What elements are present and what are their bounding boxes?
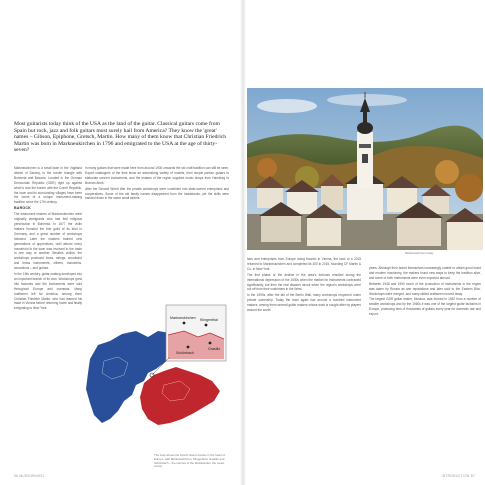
section-heading: BAROCK: [14, 206, 31, 211]
right-col2-paragraph: The largest GDR guitar maker, Musima, was formed in 1952 from a number of smaller workshops and by the 1960s it was one of the largest guitar factories in Europe, producing tens of thousands of guitars every year for domestic use and export.: [369, 297, 481, 317]
right-col2-paragraph: Between 1948 and 1990 much of the production of instruments in the region was taken by Russia as war reparations and later sold to the Eastern Bloc. Workshops were merged, and many skilled craftsmen moved away.: [369, 281, 481, 296]
markneukirchen-dot: [183, 322, 186, 325]
town-photo: [247, 88, 483, 250]
schonbach-label: Schönbach: [176, 351, 194, 355]
graslitz-dot: [209, 342, 212, 345]
right-col1-paragraph: fairs and enterprises from Europe doing flourish in Vienna, the land of a 2015 returned to Markneukirchen and completed its 300 in 2015, founding CF Martin & Co. in New York.: [247, 257, 361, 271]
graslitz-label: Graslitz: [208, 347, 221, 351]
left-page: [0, 0, 241, 485]
region-map: [84, 301, 229, 455]
right-page: [245, 0, 485, 485]
left-col1-paragraph: Markneukirchen is a small town in the Vogtland district of Saxony, in the border triangle with Bohemia and Bavaria. Located in the German Democratic Republic (GDR) right up against what is now the border with the Czech Republic, the town and its surrounding villages have been the home of a unique instrument-making tradition since the 17th century.: [14, 166, 82, 205]
photo-caption: Markneukirchen today: [405, 251, 434, 255]
left-col2-paragraph: After the Second World War the private workshops were combined into state-owned enterprises and cooperatives. Some of the old family names disappeared from the headstocks, yet the skills were handed down in the same small streets.: [85, 186, 229, 201]
right-column-2: [369, 266, 481, 469]
intro-paragraph: Most guitarists today think of the USA as the land of the guitar. Classical guitars come from Spain but rock, jazz and folk guitars most surely hail from America? They know the 'great' names – Gibson, Epiphone, Gretsch, Martin. How many of them know that Christian Friedrich Martin was born in Markneukirchen in 1796 and emigrated to the USA at the age of thirty-seven?: [14, 121, 227, 154]
left-col2-paragraph: In many guitars that were made here from around 1900 onwards the old craft tradition can still be seen. Export catalogues of the time show an astonishing variety of models, from simple parlour guitars to elaborate concert instruments, and the makers of the region supplied music shops from Hamburg to Buenos Aires.: [85, 166, 229, 185]
left-col1-paragraph: In the 19th century, guitar making developed into an important branch of its own. Workshops grew into factories and the instruments were sold throughout Europe and overseas. Many craftsmen left for America, among them Christian Friedrich Martin, who had learned his trade in Vienna before returning home and finally emigrating to New York.: [14, 272, 82, 311]
right-col1-paragraph: The first phase of the decline in the area's fortunes resulted during the international depression of the 1930s when the market for instruments contracted significantly, but then the real disaster struck when the region's workshops were cut off from their customers in the West.: [247, 272, 361, 292]
right-column-1: [247, 257, 361, 469]
left-col1-paragraph: The instrument makers of Markneukirchen were originally immigrants who had fled religious persecution in Bohemia. In 1677 the violin makers founded the first guild of its kind in Germany, and a great number of workshops followed. Later the masters trained new generations of apprentices, until almost every household in the town was involved in the trade in one way or another. Besides violins, the workshops produced bows, strings, woodwind and brass instruments, zithers, mandolins, accordions – and guitars.: [14, 212, 82, 271]
left-column-2: [85, 166, 229, 292]
page-number-left: 56 MUSIKWINKEL: [14, 474, 45, 478]
markneukirchen-label: Markneukirchen: [170, 316, 196, 320]
map-caption: The map shows the Czech-Saxon border in the heart of Europe, with Markneukirchen, Klingenthal, Graslitz and Schönbach – the centres of the Musikwinkel, the music corner.: [154, 453, 226, 469]
klingenthal-label: Klingenthal: [200, 318, 218, 322]
right-col2-paragraph: years. Although their brand themselves increasingly unable to obtain good wood and modern machinery, the makers found new ways to keep the tradition alive, and some of their instruments were even exported abroad.: [369, 266, 481, 280]
schonbach-dot: [187, 346, 190, 349]
page-number-right: INTRODUCTION 57: [441, 474, 475, 478]
right-col1-paragraph: In the 1990s, after the fall of the Berlin Wall, many workshops reopened under private ownership. Today the town again has around a hundred instrument makers, among them several guitar makers whose work is sought after by players around the world.: [247, 293, 361, 313]
left-column-1: [14, 166, 82, 470]
klingenthal-dot: [205, 324, 208, 327]
